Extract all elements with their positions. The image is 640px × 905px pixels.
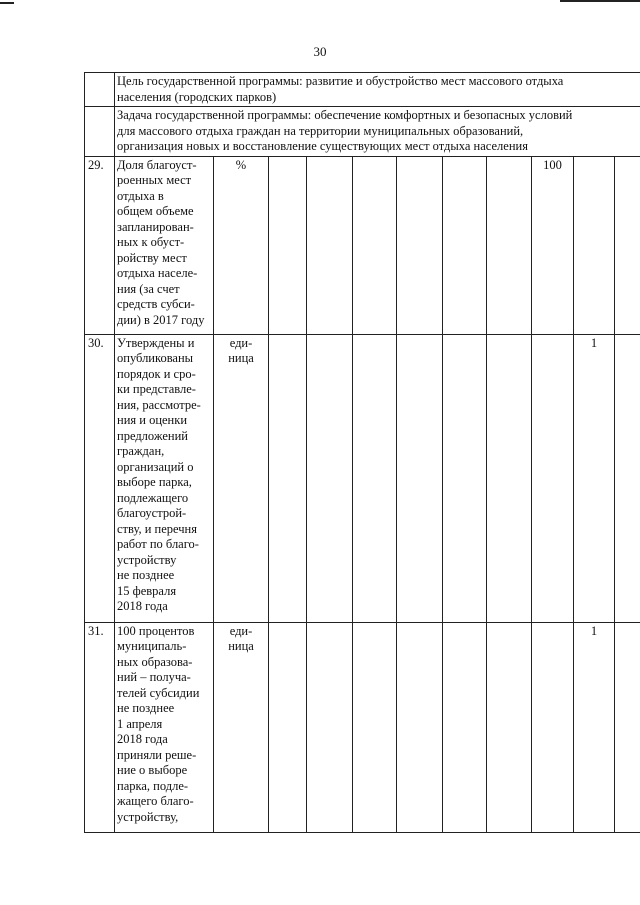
- indicator-name-line: организаций о: [117, 459, 194, 474]
- indicator-name-line: не позднее: [117, 701, 175, 715]
- value-cell: [397, 334, 443, 622]
- indicator-name-line: опубликованы: [117, 351, 194, 365]
- indicator-name-line: ству, и перечня: [117, 521, 197, 536]
- indicator-name-line: подлежащего: [117, 490, 189, 505]
- value-cell: [487, 622, 532, 832]
- page-number: 30: [313, 44, 327, 59]
- indicator-name-line: устройству,: [117, 809, 179, 824]
- value-cell: [574, 156, 615, 334]
- indicator-name-line: устройству: [117, 552, 177, 567]
- goal-row-spacer: [85, 73, 115, 107]
- value-cell: [615, 156, 640, 334]
- unit-cell: [214, 156, 269, 334]
- indicator-name-line: жащего благо-: [117, 794, 194, 808]
- indicator-name-line: телей субсидии: [117, 685, 200, 700]
- value-cell: [532, 622, 574, 832]
- indicator-name-line: приняли реше-: [117, 747, 197, 762]
- indicator-name-line: граждан,: [117, 444, 165, 458]
- value-cell: [397, 156, 443, 334]
- unit-line: еди-: [229, 335, 253, 350]
- value-cell: [397, 622, 443, 832]
- goal-text: [115, 73, 640, 107]
- value-cell: [615, 622, 640, 832]
- task-line: для массового отдыха граждан на территории муниципальных образований,: [117, 123, 524, 138]
- value-cell: [353, 334, 397, 622]
- value-cell: [443, 622, 487, 832]
- indicator-name-line: запланирован-: [117, 219, 194, 234]
- indicator-name-line: парка, подле-: [117, 778, 189, 793]
- indicators-table: [84, 72, 640, 833]
- indicator-name-line: 100 процентов: [117, 623, 195, 638]
- table-row: [85, 156, 640, 334]
- value-cell: [487, 156, 532, 334]
- indicator-name-line: ных образова-: [117, 654, 193, 669]
- value-cell: [307, 334, 353, 622]
- indicator-name-line: отдыха населе-: [117, 266, 198, 280]
- task-row: [85, 107, 640, 157]
- value-cell: [353, 622, 397, 832]
- unit-line: еди-: [229, 623, 253, 638]
- indicator-name-line: ний – получа-: [117, 670, 191, 684]
- indicator-name-line: 15 февраля: [117, 583, 177, 598]
- task-line: Задача государственной программы: обеспечение комфортных и безопасных условий: [117, 108, 573, 122]
- unit-line: ница: [228, 351, 254, 365]
- goal-line: населения (городских парков): [117, 89, 277, 104]
- indicator-name-line: отдыха в: [117, 188, 164, 203]
- indicator-name-line: муниципаль-: [117, 639, 187, 653]
- indicator-name-line: ние о выборе: [117, 763, 188, 777]
- unit-cell: [214, 622, 269, 832]
- indicator-name-line: ройству мест: [117, 250, 187, 265]
- indicator-name-line: 2018 года: [117, 599, 168, 613]
- goal-line: Цель государственной программы: развитие и обустройство мест массового отдыха: [117, 74, 564, 88]
- value-cell: 100: [532, 156, 574, 334]
- indicator-name: [115, 334, 214, 622]
- value-cell: [269, 156, 307, 334]
- value-cell: [615, 334, 640, 622]
- indicator-name-line: 1 апреля: [117, 716, 163, 731]
- value-cell: [307, 622, 353, 832]
- value-cell: 1: [574, 334, 615, 622]
- value-cell: [443, 156, 487, 334]
- value-cell: 1: [574, 622, 615, 832]
- indicator-name-line: благоустрой-: [117, 506, 187, 520]
- indicator-name-line: общем объеме: [117, 204, 194, 218]
- value-cell: [269, 622, 307, 832]
- value-cell: [487, 334, 532, 622]
- indicator-name-line: ния (за счет: [117, 281, 180, 296]
- indicator-name-line: ных к обуст-: [117, 235, 185, 249]
- value-cell: [532, 334, 574, 622]
- row-number: 29.: [85, 156, 115, 334]
- indicator-name-line: работ по благо-: [117, 537, 199, 551]
- indicator-name-line: Утверждены и: [117, 335, 195, 350]
- corner-mark: [0, 2, 14, 4]
- task-line: организация новых и восстановление существующих мест отдыха населения: [117, 139, 528, 153]
- indicator-name-line: 2018 года: [117, 732, 168, 746]
- value-cell: [443, 334, 487, 622]
- value-cell: [307, 156, 353, 334]
- indicator-name-line: Доля благоуст-: [117, 157, 197, 172]
- row-number: 30.: [85, 334, 115, 622]
- indicator-name-line: выборе парка,: [117, 475, 192, 489]
- task-row-spacer: [85, 107, 115, 157]
- table-row: [85, 334, 640, 622]
- indicator-name-line: ния, рассмотре-: [117, 397, 201, 412]
- indicator-name: [115, 156, 214, 334]
- indicator-name-line: ния и оценки: [117, 413, 188, 427]
- indicator-name-line: не позднее: [117, 568, 175, 582]
- value-cell: [269, 334, 307, 622]
- unit-line: ница: [228, 639, 254, 653]
- indicator-name-line: роенных мест: [117, 173, 192, 187]
- goal-row: [85, 73, 640, 107]
- indicator-name-line: порядок и сро-: [117, 366, 196, 381]
- unit-line: %: [235, 157, 247, 172]
- value-cell: [353, 156, 397, 334]
- task-text: [115, 107, 640, 157]
- top-rule: [560, 0, 640, 2]
- row-number: 31.: [85, 622, 115, 832]
- indicator-name: [115, 622, 214, 832]
- table-row: [85, 622, 640, 832]
- indicator-name-line: средств субси-: [117, 297, 195, 311]
- indicator-name-line: ки представле-: [117, 382, 196, 396]
- unit-cell: [214, 334, 269, 622]
- indicator-name-line: предложений: [117, 428, 188, 443]
- indicator-name-line: дии) в 2017 году: [117, 312, 205, 327]
